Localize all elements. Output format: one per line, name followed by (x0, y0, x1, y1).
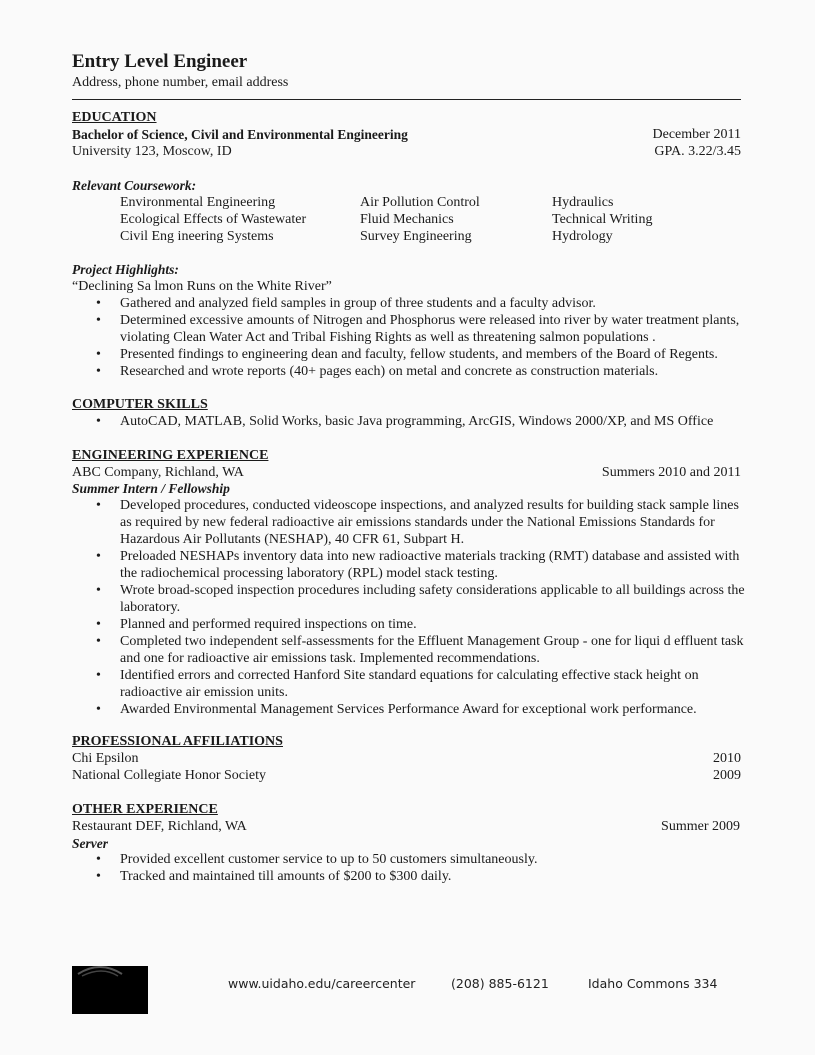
project-title: “Declining Sa lmon Runs on the White River” (72, 279, 332, 294)
other-bullets (72, 851, 747, 885)
project-bullets (72, 295, 747, 380)
course-item: Hydraulics (552, 195, 614, 210)
list-item: • Presented findings to engineering dean and faculty, fellow students, and members of the Board of Regents. (72, 346, 747, 363)
affiliation-name: Chi Epsilon (72, 751, 139, 766)
other-experience-heading: OTHER EXPERIENCE (72, 802, 218, 817)
list-item: • Planned and performed required inspections on time. (72, 616, 747, 633)
engineering-role: Summer Intern / Fellowship (72, 481, 230, 496)
other-company: Restaurant DEF, Richland, WA (72, 819, 247, 834)
list-item: • Completed two independent self-assessments for the Effluent Management Group - one for liqui d effluent task and one for radioactive air emissions task. Implemented recommendations. (72, 633, 747, 667)
degree-title: Bachelor of Science, Civil and Environmental Engineering (72, 127, 408, 142)
footer-location: Idaho Commons 334 (588, 976, 718, 991)
computer-skills-bullets (72, 413, 747, 430)
list-item: • AutoCAD, MATLAB, Solid Works, basic Java programming, ArcGIS, Windows 2000/XP, and MS Office (72, 413, 747, 430)
list-item: • Gathered and analyzed field samples in group of three students and a faculty advisor. (72, 295, 747, 312)
gpa: GPA. 3.22/3.45 (654, 144, 741, 159)
footer-website: www.uidaho.edu/careercenter (228, 976, 416, 991)
school-name: University 123, Moscow, ID (72, 144, 232, 159)
list-item: • Identified errors and corrected Hanford Site standard equations for calculating effective stack height on radioactive air emission units. (72, 667, 747, 701)
list-item: • Determined excessive amounts of Nitrogen and Phosphorus were released into river by water treatment plants, violating Clean Water Act and Tribal Fishing Rights as well as threatening salmon populations . (72, 312, 747, 346)
list-item: • Developed procedures, conducted videoscope inspections, and analyzed results for building stack sample lines as required by new federal radioactive air emissions standards under the National Emissions Standards for Hazardous Air Pollutants (NESHAP), 40 CFR 61, Subpart H. (72, 497, 747, 548)
list-item: • Tracked and maintained till amounts of $200 to $300 daily. (72, 868, 747, 885)
resume-name: Entry Level Engineer (72, 51, 248, 72)
list-item: • Wrote broad-scoped inspection procedures including safety considerations applicable to all buildings across the laboratory. (72, 582, 747, 616)
affiliation-year: 2010 (713, 751, 741, 766)
projects-heading: Project Highlights: (72, 262, 179, 277)
list-item: • Provided excellent customer service to up to 50 customers simultaneously. (72, 851, 747, 868)
career-center-logo-icon (72, 966, 148, 1014)
coursework-heading: Relevant Coursework: (72, 178, 197, 193)
affiliations-heading: PROFESSIONAL AFFILIATIONS (72, 734, 283, 749)
header-divider (72, 99, 741, 100)
course-item: Fluid Mechanics (360, 212, 454, 227)
engineering-dates: Summers 2010 and 2011 (601, 465, 741, 480)
engineering-experience-heading: ENGINEERING EXPERIENCE (72, 448, 269, 463)
engineering-company: ABC Company, Richland, WA (72, 465, 244, 480)
footer-phone: (208) 885-6121 (451, 976, 549, 991)
course-item: Environmental Engineering (120, 195, 276, 210)
degree-date: December 2011 (652, 127, 741, 142)
list-item: • Awarded Environmental Management Services Performance Award for exceptional work performance. (72, 701, 747, 718)
engineering-bullets (72, 497, 747, 718)
list-item: • Researched and wrote reports (40+ pages each) on metal and concrete as construction materials. (72, 363, 747, 380)
other-dates: Summer 2009 (661, 819, 740, 834)
affiliation-name: National Collegiate Honor Society (72, 768, 267, 783)
education-heading: EDUCATION (72, 110, 157, 125)
contact-line: Address, phone number, email address (72, 75, 289, 90)
course-item: Hydrology (552, 229, 613, 244)
list-item: • Preloaded NESHAPs inventory data into new radioactive materials tracking (RMT) database and assisted with the radiochemical processing laboratory (RPL) model stack testing. (72, 548, 747, 582)
course-item: Survey Engineering (360, 229, 472, 244)
course-item: Technical Writing (552, 212, 653, 227)
affiliation-year: 2009 (713, 768, 741, 783)
course-item: Air Pollution Control (360, 195, 480, 210)
course-item: Ecological Effects of Wastewater (120, 212, 307, 227)
other-role: Server (72, 836, 108, 851)
computer-skills-heading: COMPUTER SKILLS (72, 397, 208, 412)
course-item: Civil Eng ineering Systems (120, 229, 274, 244)
